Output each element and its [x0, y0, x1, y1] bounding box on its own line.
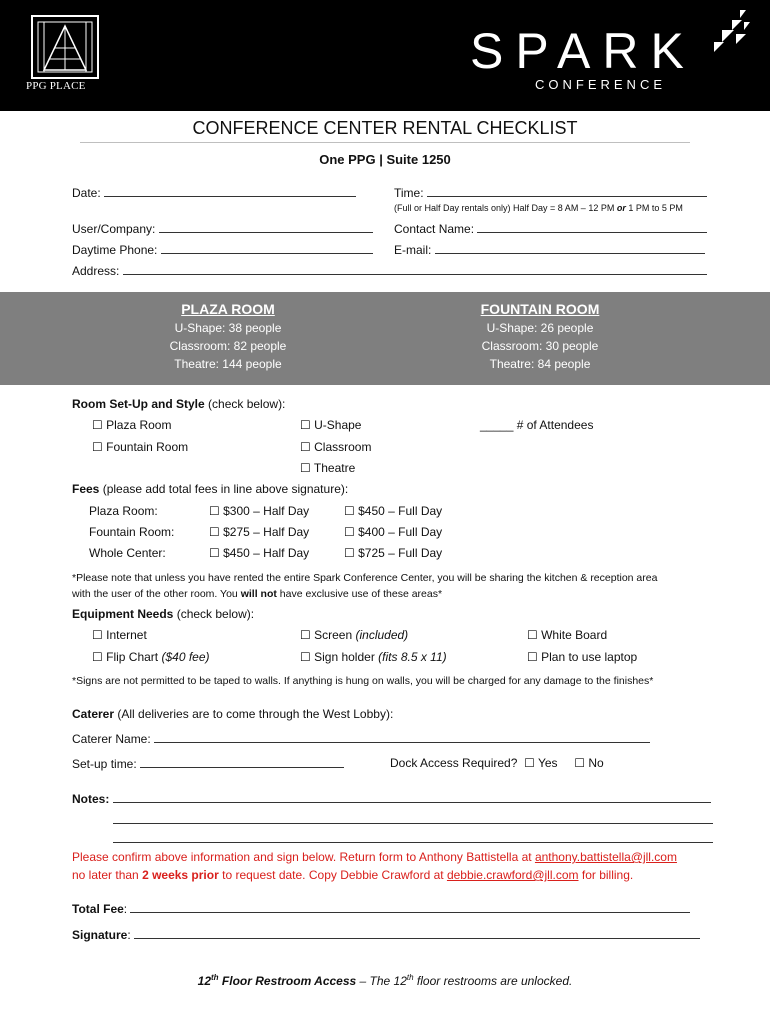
address-label: Address:: [72, 264, 120, 278]
email-line[interactable]: [435, 242, 705, 254]
fee-whole-full[interactable]: [344, 546, 442, 560]
fee-row-label: Whole Center:: [89, 546, 166, 560]
total-fee-label: Total Fee: [72, 902, 124, 916]
fee-row-label: Fountain Room:: [89, 525, 175, 539]
caterer-heading: [72, 707, 393, 721]
debbie-email-link[interactable]: debbie.crawford@jll.com: [446, 868, 579, 882]
fee-plaza-full[interactable]: [344, 504, 442, 518]
fee-whole-half-checkbox[interactable]: ☐: [209, 546, 220, 560]
plaza-room-checkbox[interactable]: ☐: [92, 418, 103, 432]
sharing-note-line1: *Please note that unless you have rented the entire Spark Conference Center, you will be sharing the kitchen & reception area: [72, 572, 658, 584]
confirm-text-2-bold: 2 weeks prior: [142, 868, 219, 882]
fee-fountain-full[interactable]: [344, 525, 442, 539]
flipchart-label: Flip Chart: [106, 650, 159, 664]
theatre-option-label: Theatre: [313, 461, 356, 475]
attendees-blank[interactable]: _____: [480, 418, 514, 432]
notes-label: Notes:: [72, 792, 110, 806]
caterer-name-label: Caterer Name:: [72, 732, 151, 746]
spark-triangles-icon: [712, 8, 752, 54]
setup-heading-note: (check below):: [208, 397, 286, 411]
ushape-checkbox[interactable]: ☐: [300, 418, 311, 432]
whiteboard-checkbox[interactable]: ☐: [527, 628, 538, 642]
equipment-heading-note: (check below):: [176, 607, 255, 621]
caterer-name-line[interactable]: [154, 731, 650, 743]
sharing-note-bold: will not: [240, 588, 277, 600]
internet-checkbox[interactable]: ☐: [92, 628, 103, 642]
total-fee-field[interactable]: Total Fee:: [72, 901, 690, 916]
fee-plaza-half-checkbox[interactable]: ☐: [209, 504, 220, 518]
notes-line-3[interactable]: [113, 831, 713, 843]
signholder-option[interactable]: [300, 650, 447, 664]
notes-line-1[interactable]: [113, 791, 711, 803]
page-title: CONFERENCE CENTER RENTAL CHECKLIST: [192, 118, 578, 138]
theatre-option[interactable]: [300, 461, 355, 475]
notes-line-2-wrap[interactable]: [113, 812, 713, 827]
footer-tail-text: floor restrooms are unlocked.: [416, 974, 573, 988]
equipment-heading: [72, 607, 254, 621]
fee-whole-full-label: $725 – Full Day: [358, 546, 443, 560]
date-label: Date:: [72, 186, 101, 200]
flipchart-note: ($40 fee): [161, 650, 210, 664]
restroom-footer: [0, 973, 770, 988]
email-label: E-mail:: [394, 243, 432, 257]
classroom-checkbox[interactable]: ☐: [300, 440, 311, 454]
time-label: Time:: [394, 186, 424, 200]
notes-field[interactable]: [72, 791, 711, 806]
fountain-room-name: FOUNTAIN ROOM: [480, 301, 600, 317]
daytime-phone-label: Daytime Phone:: [72, 243, 158, 257]
equipment-heading-bold: Equipment Needs: [72, 607, 174, 621]
footer-floor-number: 12: [197, 974, 212, 988]
dock-no-checkbox[interactable]: ☐: [574, 756, 585, 770]
caterer-name-field[interactable]: [72, 731, 650, 746]
sharing-note-b: have exclusive use of these areas*: [279, 588, 443, 600]
time-note: [394, 203, 683, 213]
whiteboard-label: White Board: [541, 628, 608, 642]
ushape-option[interactable]: [300, 418, 361, 432]
fees-heading-bold: Fees: [72, 482, 100, 496]
ushape-option-label: U-Shape: [314, 418, 362, 432]
fountain-room-info: [390, 300, 690, 373]
fountain-room-option[interactable]: [92, 440, 188, 454]
plaza-room-name: PLAZA ROOM: [181, 301, 275, 317]
fee-fountain-full-label: $400 – Full Day: [358, 525, 443, 539]
contact-name-field[interactable]: [394, 221, 707, 236]
fountain-room-theatre: Theatre: 84 people: [489, 357, 591, 371]
fees-heading: [72, 482, 348, 496]
user-company-line[interactable]: [159, 221, 373, 233]
total-fee-line[interactable]: [130, 901, 690, 913]
date-field[interactable]: [72, 185, 356, 200]
whiteboard-option[interactable]: [527, 628, 607, 642]
daytime-phone-line[interactable]: [161, 242, 373, 254]
screen-checkbox[interactable]: ☐: [300, 628, 311, 642]
caterer-heading-bold: Caterer: [72, 707, 115, 721]
plaza-room-option-label: Plaza Room: [106, 418, 172, 432]
signholder-checkbox[interactable]: ☐: [300, 650, 311, 664]
internet-option[interactable]: [92, 628, 147, 642]
signholder-note: (fits 8.5 x 11): [378, 650, 447, 664]
address-field[interactable]: [72, 263, 707, 278]
theatre-checkbox[interactable]: ☐: [300, 461, 311, 475]
fee-fountain-half[interactable]: [209, 525, 309, 539]
setup-time-line[interactable]: [140, 756, 344, 768]
contact-name-label: Contact Name:: [394, 222, 475, 236]
fee-row-label: Plaza Room:: [89, 504, 158, 518]
signs-note: *Signs are not permitted to be taped to walls. If anything is hung on walls, you will be charged for any damage to the finishes*: [72, 675, 654, 687]
attendees-field[interactable]: [480, 418, 593, 432]
fee-whole-half[interactable]: [209, 546, 309, 560]
plaza-room-option[interactable]: [92, 418, 171, 432]
fee-fountain-full-checkbox[interactable]: ☐: [344, 525, 355, 539]
fee-plaza-full-label: $450 – Full Day: [358, 504, 443, 518]
classroom-option-label: Classroom: [314, 440, 372, 454]
confirm-line1: [72, 850, 677, 864]
screen-label: Screen: [314, 628, 353, 642]
header-banner: [0, 0, 770, 111]
user-company-label: User/Company:: [72, 222, 156, 236]
flipchart-option[interactable]: [92, 650, 210, 664]
time-note-or: or: [616, 203, 626, 213]
confirm-text-2c: for billing.: [581, 868, 634, 882]
confirm-line2: [72, 868, 633, 882]
sharing-note-a: with the user of the other room. You: [72, 588, 238, 600]
footer-sup-2: th: [406, 973, 414, 982]
fee-whole-half-label: $450 – Half Day: [223, 546, 310, 560]
internet-label: Internet: [106, 628, 147, 642]
flipchart-checkbox[interactable]: ☐: [92, 650, 103, 664]
fountain-room-ushape: U-Shape: 26 people: [486, 321, 594, 335]
spark-conference-text: CONFERENCE: [535, 77, 667, 92]
confirm-text-2a: no later than: [72, 868, 139, 882]
notes-line-3-wrap[interactable]: [113, 831, 713, 846]
setup-time-field[interactable]: [72, 756, 344, 771]
fee-plaza-half-label: $300 – Half Day: [223, 504, 310, 518]
laptop-option[interactable]: [527, 650, 637, 664]
setup-time-label: Set-up time:: [72, 757, 137, 771]
screen-option[interactable]: [300, 628, 408, 642]
footer-sup-1: th: [211, 973, 219, 982]
contact-name-line[interactable]: [477, 221, 707, 233]
date-line[interactable]: [104, 185, 356, 197]
fountain-room-checkbox[interactable]: ☐: [92, 440, 103, 454]
fee-fountain-half-checkbox[interactable]: ☐: [209, 525, 220, 539]
daytime-phone-field[interactable]: [72, 242, 373, 257]
time-note-suffix: 1 PM to 5 PM: [628, 203, 683, 213]
setup-heading: [72, 397, 285, 411]
dock-yes-checkbox[interactable]: ☐: [524, 756, 535, 770]
plaza-room-theatre: Theatre: 144 people: [174, 357, 282, 371]
dock-yes-label: Yes: [537, 756, 558, 770]
page-subtitle: One PPG | Suite 1250: [319, 152, 451, 167]
signholder-label: Sign holder: [314, 650, 375, 664]
setup-heading-bold: Room Set-Up and Style: [72, 397, 205, 411]
dock-access-field: [390, 756, 604, 770]
sharing-note-line2: [72, 588, 442, 600]
confirm-text-2b: to request date. Copy Debbie Crawford at: [222, 868, 444, 882]
ppg-place-text: PPG PLACE: [26, 80, 86, 92]
notes-line-2[interactable]: [113, 812, 713, 824]
fee-fountain-half-label: $275 – Half Day: [223, 525, 310, 539]
footer-bold-text: Floor Restroom Access: [221, 974, 357, 988]
fees-heading-note: (please add total fees in line above signature):: [102, 482, 349, 496]
dock-access-label: Dock Access Required?: [390, 756, 518, 770]
time-note-prefix: (Full or Half Day rentals only) Half Day = 8 AM – 12 PM: [394, 203, 615, 213]
attendees-label: # of Attendees: [516, 418, 594, 432]
time-line[interactable]: [427, 185, 707, 197]
plaza-room-classroom: Classroom: 82 people: [169, 339, 287, 353]
signature-line[interactable]: [134, 927, 700, 939]
fee-plaza-full-checkbox[interactable]: ☐: [344, 504, 355, 518]
fee-whole-full-checkbox[interactable]: ☐: [344, 546, 355, 560]
signature-label: Signature: [72, 928, 128, 942]
fountain-room-option-label: Fountain Room: [106, 440, 189, 454]
plaza-room-info: [78, 300, 378, 373]
dock-no-label: No: [588, 756, 604, 770]
screen-note: (included): [355, 628, 409, 642]
fountain-room-classroom: Classroom: 30 people: [481, 339, 599, 353]
laptop-label: Plan to use laptop: [541, 650, 638, 664]
user-company-field[interactable]: [72, 221, 373, 236]
anthony-email-link[interactable]: anthony.battistella@jll.com: [534, 850, 677, 864]
confirm-text-1: Please confirm above information and sign below. Return form to Anthony Battistella at: [72, 850, 532, 864]
signature-field[interactable]: Signature:: [72, 927, 700, 942]
time-field[interactable]: [394, 185, 707, 200]
caterer-heading-note: (All deliveries are to come through the West Lobby):: [117, 707, 394, 721]
spark-wordmark: SPARK: [470, 23, 696, 79]
fee-plaza-half[interactable]: [209, 504, 309, 518]
email-field[interactable]: [394, 242, 705, 257]
title-divider: [80, 142, 690, 143]
footer-dash-text: – The 12: [359, 974, 407, 988]
classroom-option[interactable]: [300, 440, 371, 454]
plaza-room-ushape: U-Shape: 38 people: [174, 321, 282, 335]
address-line[interactable]: [123, 263, 707, 275]
laptop-checkbox[interactable]: ☐: [527, 650, 538, 664]
